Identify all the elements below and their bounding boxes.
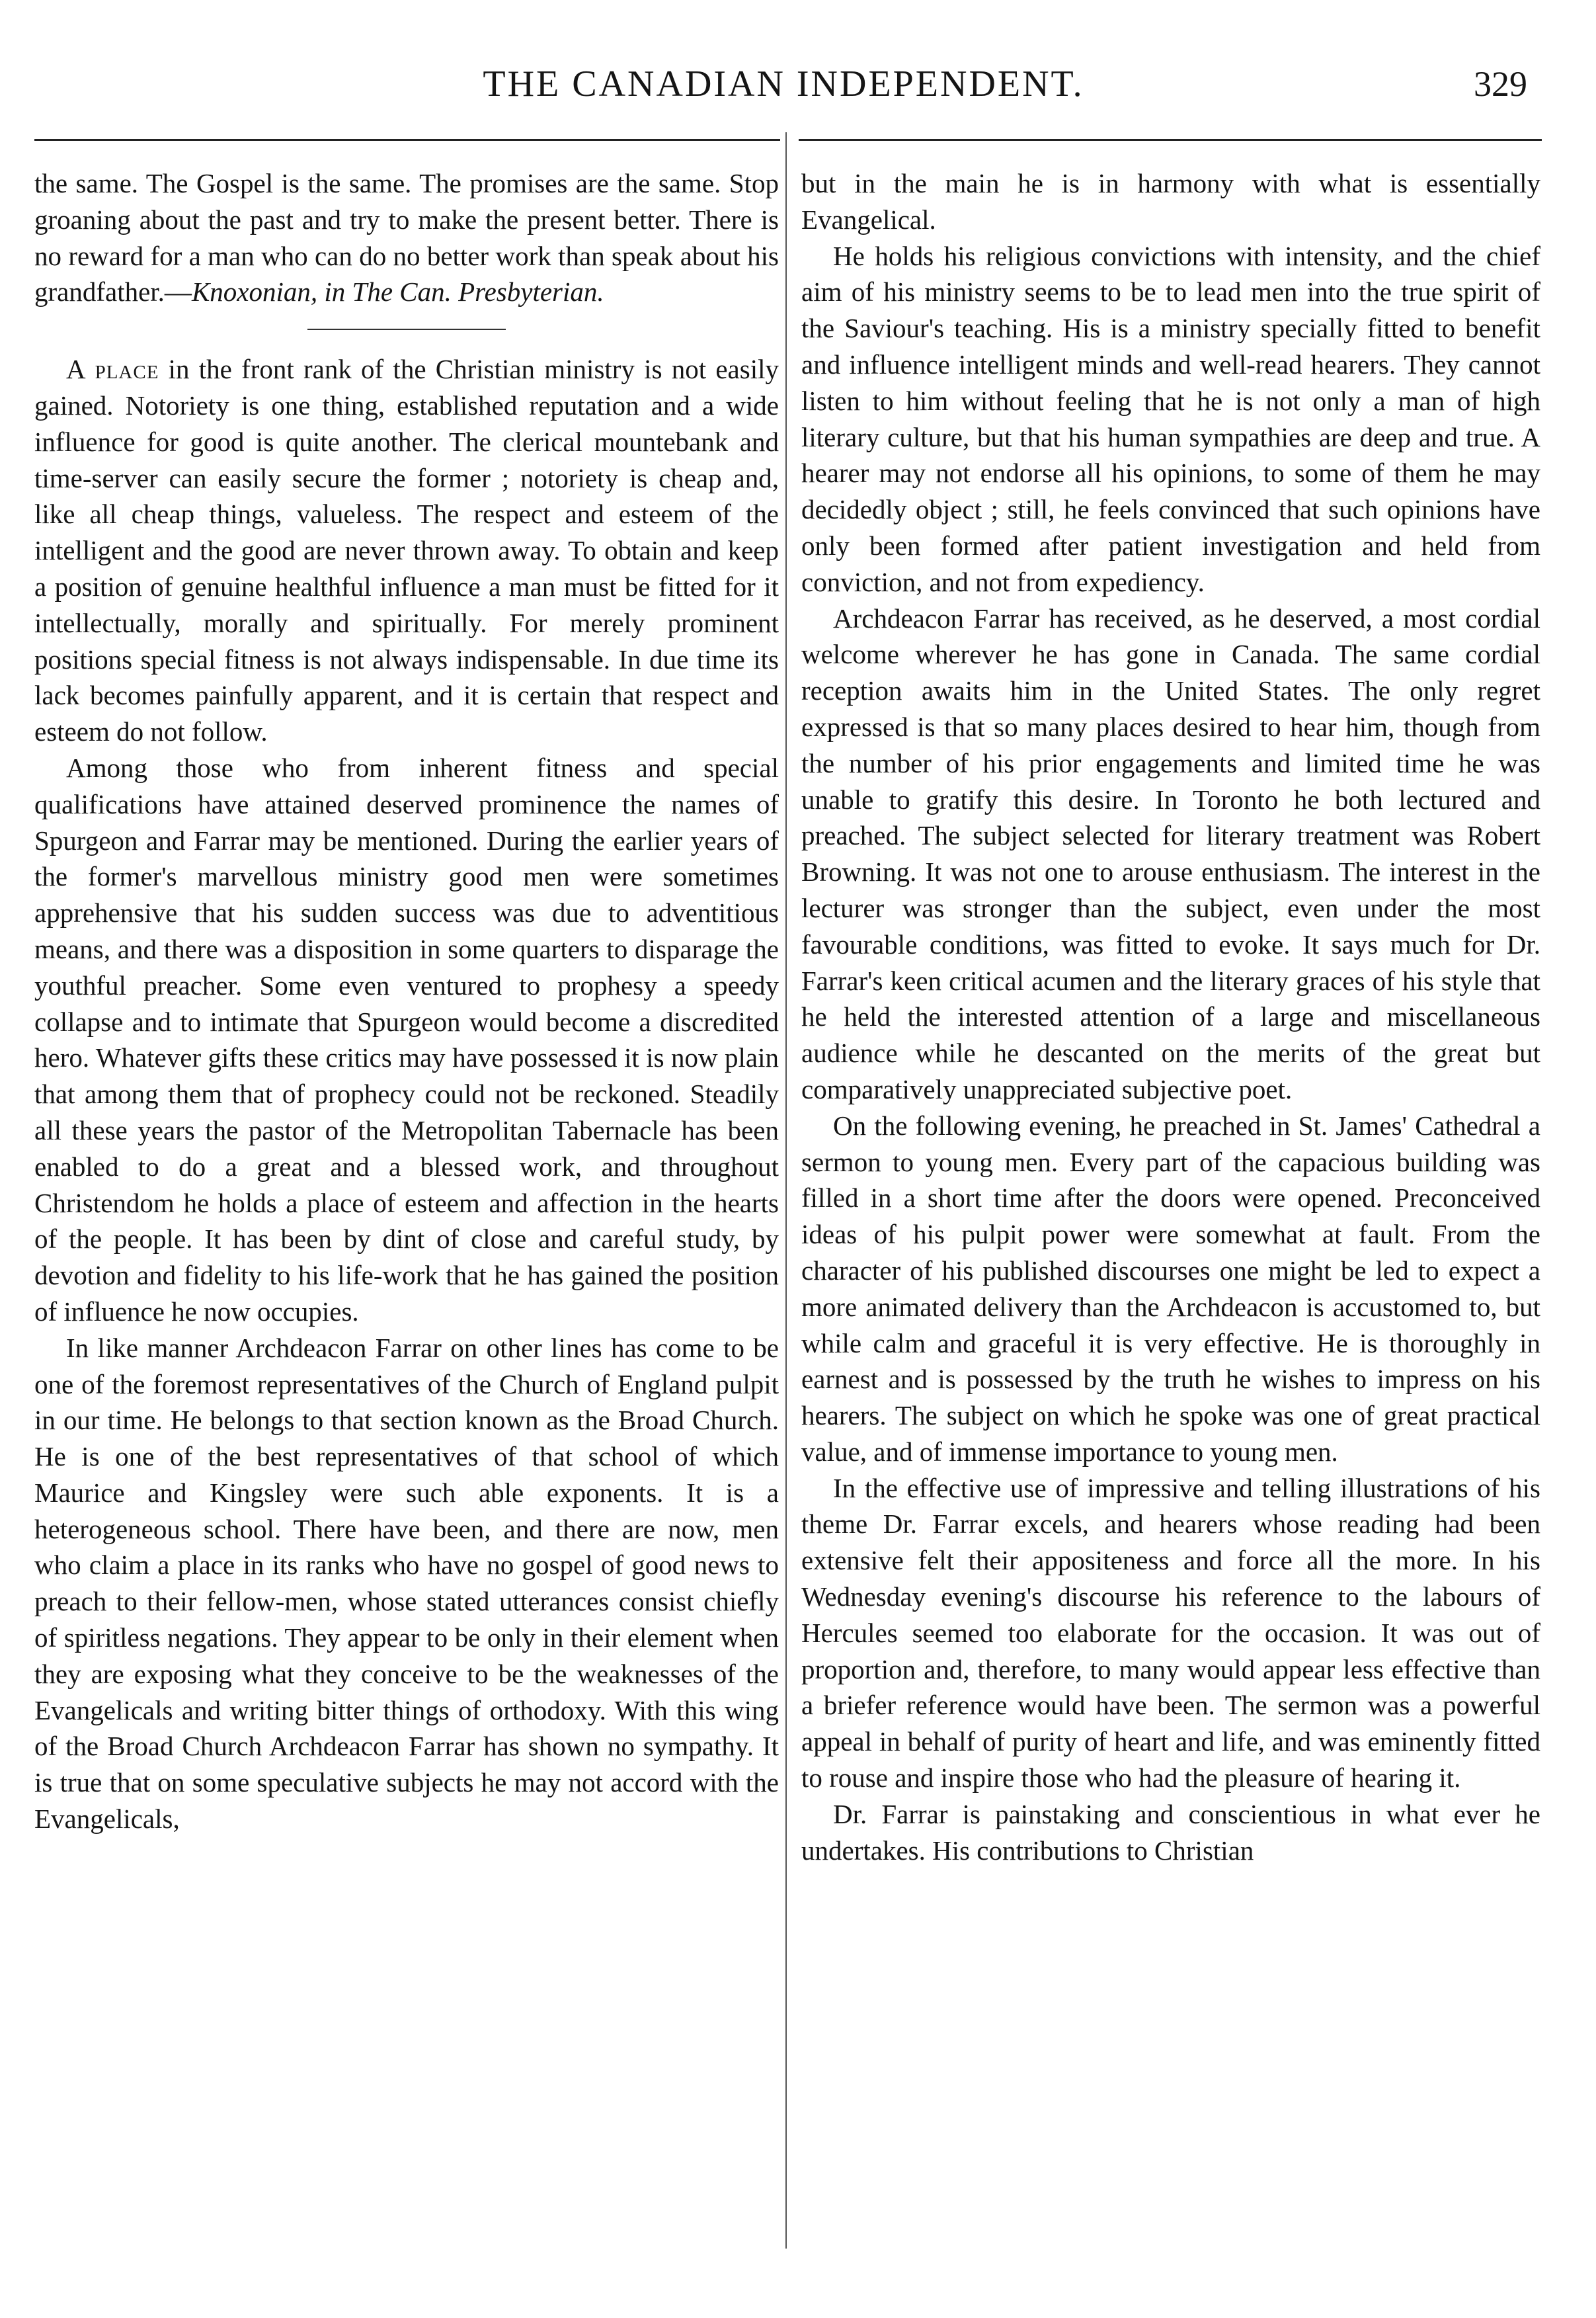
paragraph-sermon-young-men: On the following evening, he preached in St. James' Cathedral a sermon to young men. Every part of the capacious building was filled in a short time after the doors were opened. Preconceived ideas of his pulpit power were somewhat at fault. From the character of his published discourses one might be led to expect a more animated delivery than the Archdeacon is accustomed to, but while calm and graceful it is very effective. He is thoroughly in earnest and is possessed by the truth he wishes to impress on his hearers. The subject on which he spoke was one of great practical value, and of immense importance to young men. — [801, 1110, 1540, 1467]
right-column — [801, 165, 1540, 1868]
page-number: 329 — [1474, 64, 1527, 104]
paragraph-knoxonian-ending: the same. The Gospel is the same. The promises are the same. Stop groaning about the past and try to make the present better. There is no reward for a man who can do no better work than speak about his grandfather.—Knoxonian, in The Can. Presbyterian. — [34, 168, 779, 308]
header-rule-right — [799, 139, 1542, 141]
attribution: Knoxonian, in The Can. Presbyterian. — [191, 276, 604, 308]
paragraph-spurgeon-farrar: Among those who from inherent fitness and special qualifications have attained deserved prominence the names of Spurgeon and Farrar may be mentioned. During the earlier years of the former's marvellous ministry good men were sometimes apprehensive that his sudden success was due to adventitious means, and there was a disposition in some quarters to disparage the youthful preacher. Some even ventured to prophesy a speedy collapse and to intimate that Spurgeon would become a discredited hero. Whatever gifts these critics may have possessed it is now plain that among them that of prophecy could not be reckoned. Steadily all these years the pastor of the Metropolitan Tabernacle has been enabled to do a great and a blessed work, and throughout Christendom he holds a place of esteem and affection in the hearts of the people. It has been by dint of close and careful study, by devotion and fidelity to his life-work that he has gained the position of influence he now occupies. — [34, 752, 779, 1327]
paragraph-place-in-ministry: A place in the front rank of the Christian ministry is not easily gained. Notoriety is one thing, established reputation and a wide influence for good is quite another. The clerical mountebank and time-server can easily secure the former ; notoriety is cheap and, like all cheap things, valueless. The respect and esteem of the intelligent and the good are never thrown away. To obtain and keep a position of genuine healthful influence a man must be fitted for it intellectually, morally and spiritually. For merely prominent positions special fitness is not always indispensable. In due time its lack becomes painfully apparent, and it is certain that respect and esteem do not follow. — [34, 354, 779, 747]
paragraph-broad-church: In like manner Archdeacon Farrar on other lines has come to be one of the foremost representatives of the Church of England pulpit in our time. He belongs to that section known as the Broad Church. He is one of the best representatives of that school of which Maurice and Kingsley were such able exponents. It is a heterogeneous school. There have been, and there are now, men who claim a place in its ranks who have no gospel of good news to preach to their fellow-men, whose stated utterances consist chiefly of spiritless negations. They appear to be only in their element when they are exposing what they conceive to be the weaknesses of the Evangelicals and writing bitter things of orthodoxy. With this wing of the Broad Church Archdeacon Farrar has shown no sympathy. It is true that on some speculative subjects he may not accord with the Evangelicals, — [34, 1332, 779, 1835]
left-column — [34, 165, 779, 1837]
lead-in: A place — [66, 354, 159, 385]
section-separator — [307, 329, 506, 330]
paragraph-illustrations: In the effective use of impressive and telling illustrations of his theme Dr. Farrar excels, and hearers whose reading had been extensive felt their appositeness and force all the more. In his Wednesday evening's discourse his reference to the labours of Hercules seemed too elaborate for the occasion. It was out of proportion and, therefore, to many would appear less effective than a briefer reference would have been. The sermon was a powerful appeal in behalf of purity of heart and life, and was eminently fitted to rouse and inspire those who had the pleasure of hearing it. — [801, 1472, 1540, 1794]
page-header — [26, 61, 1540, 107]
paragraph-convictions: He holds his religious convictions with intensity, and the chief aim of his ministry seems to be to lead men into the true spirit of the Saviour's teaching. His is a ministry specially fitted to benefit and influence intelligent minds and well-read hearers. They cannot listen to him without feeling that he is not only a man of high literary culture, but that his human sympathies are deep and true. A hearer may not endorse all his opinions, to some of them he may decidedly object ; still, he feels convinced that such opinions have only been formed after patient investigation and held from conviction, and not from expediency. — [801, 240, 1540, 597]
paragraph-evangelical-continued: but in the main he is in harmony with what is essentially Evangelical. — [801, 168, 1540, 235]
paragraph-painstaking: Dr. Farrar is painstaking and conscientious in what ever he undertakes. His contributions to Christian — [801, 1798, 1540, 1866]
paragraph-cordial-welcome: Archdeacon Farrar has received, as he deserved, a most cordial welcome wherever he has gone in Canada. The same cordial reception awaits him in the United States. The only regret expressed is that so many places desired to hear him, though from the number of his prior engagements and limited time he was unable to gratify this desire. In Toronto he both lectured and preached. The subject selected for literary treatment was Robert Browning. It was not one to arouse enthusiasm. The interest in the lecturer was stronger than the subject, even under the most favourable conditions, was fitted to evoke. It says much for Dr. Farrar's keen critical acumen and the literary graces of his style that he held the interested attention of a large and miscellaneous audience while he descanted on the merits of the great but comparatively unappreciated subjective poet. — [801, 602, 1540, 1104]
column-divider — [785, 132, 787, 2249]
header-rule-left — [34, 139, 780, 141]
journal-title: THE CANADIAN INDEPENDENT. — [483, 63, 1084, 104]
